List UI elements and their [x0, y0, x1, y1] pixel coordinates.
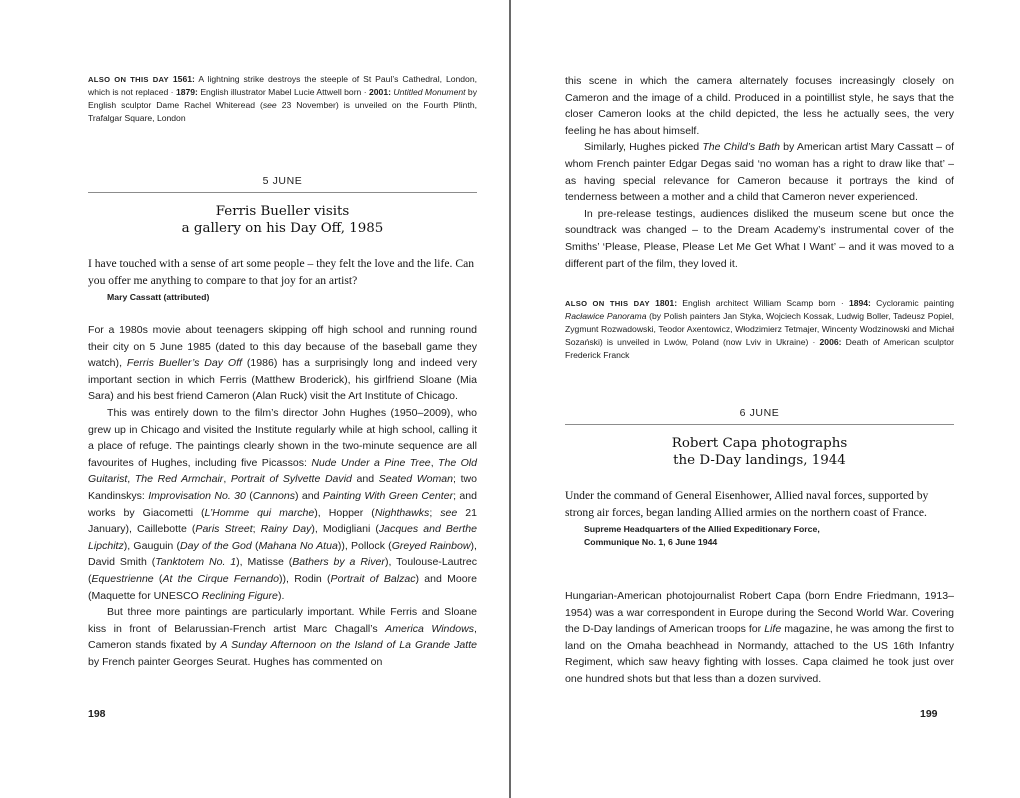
text: (: [245, 489, 253, 502]
artwork-title: Racławice Panorama: [565, 311, 647, 321]
text: ,: [127, 473, 135, 486]
artwork-title: Improvisation No. 30: [148, 489, 246, 502]
artwork-title: Cannons: [252, 489, 295, 502]
divider: [88, 192, 477, 193]
artwork-title: The Old Guitarist: [88, 456, 477, 486]
artwork-title: The Red Armchair: [134, 473, 224, 486]
text: ), Hopper (: [314, 506, 375, 519]
text: ;: [252, 523, 261, 536]
text: ).: [277, 589, 285, 602]
artwork-title: Nighthawks: [374, 506, 430, 519]
text: ) and Moore (Maquette for UNESCO: [88, 572, 477, 602]
title-line: the D-Day landings, 1944: [673, 452, 846, 468]
entry-title: [565, 436, 954, 469]
text: and: [351, 473, 379, 486]
artwork-title: Day of the God: [180, 539, 252, 552]
attribution-line: Supreme Headquarters of the Allied Expeditionary Force,: [584, 524, 820, 534]
text: English illustrator Mabel Lucie Attwell born ·: [197, 87, 369, 97]
paragraph: [88, 322, 477, 405]
epigraph-attribution: [565, 523, 954, 548]
text: ) and: [294, 489, 323, 502]
text: ), Toulouse-Lautrec (: [88, 556, 477, 585]
epigraph-left: [88, 256, 477, 304]
epigraph-quote: I have touched with a sense of art some people – they felt the love and the life. Can you offer me anything to compare to that joy for an artist?: [88, 257, 475, 287]
text: For a 1980s movie about teenagers skipping off high school and running round their city on 5 June 1985 (dated to this day because of the baseball game they watch),: [88, 324, 477, 370]
title-line: Ferris Bueller visits: [215, 204, 350, 219]
see-ref: see: [440, 506, 458, 519]
artwork-title: At the Cirque Fernando: [162, 572, 280, 585]
text: Hungarian-American photojournalist Robert Capa (born Endre Friedmann, 1913–1954) was a war correspondent in Europe during the Second World War. Covering the D-Day landings of American troops for: [565, 590, 954, 636]
text: , Cameron stands fixated by: [88, 622, 477, 652]
text: ), David Smith (: [88, 539, 477, 569]
text: But three more paintings are particularly important. While Ferris and Sloane kiss in front of Belarussian-French artist Marc Chagall’s: [88, 606, 477, 635]
body-text-right-bottom: [565, 588, 954, 688]
artwork-title: Untitled Monument: [393, 87, 466, 97]
also-label: ALSO ON THIS DAY: [565, 299, 650, 308]
text: )), Rodin (: [279, 572, 331, 585]
artwork-title: Paris Street: [195, 523, 253, 536]
artwork-title: Rainy Day: [260, 523, 312, 536]
text: ;: [429, 506, 441, 519]
epigraph-attribution: Mary Cassatt (attributed): [107, 292, 210, 302]
body-text-left: [88, 322, 477, 670]
film-title: Ferris Bueller’s Day Off: [126, 357, 242, 370]
text: 21 January), Caillebotte (: [88, 506, 477, 536]
epigraph-quote: Under the command of General Eisenhower, Allied naval forces, supported by strong air forces, began landing Allied armies on the northern coast of France.: [565, 489, 929, 519]
text: ; two Kandinskys:: [88, 473, 477, 502]
entry-date: 6 JUNE: [739, 407, 780, 419]
artwork-title: Bathers by a River: [292, 556, 385, 569]
year: 1801:: [655, 298, 678, 308]
artwork-title: Reclining Figure: [201, 589, 278, 602]
paragraph: this scene in which the camera alternately focuses increasingly closely on Cameron and the image of a child. Produced in a pointillist style, he says that the closer Cameron looks at the child depicted, the less he actually sees, the very feeling he has about himself.: [565, 75, 954, 137]
year: 2006:: [819, 337, 842, 347]
also-on-this-day-left: [88, 73, 477, 125]
paragraph: [88, 604, 477, 670]
paragraph: In pre-release testings, audiences disliked the museum scene but once the soundtrack was changed – to the Dream Academy’s instrumental cover of the Smiths’ ‘Please, Please, Please Let Me Get What I Want’ – and it was moved to a different part of the film, they loved it.: [565, 207, 954, 270]
year: 1561:: [172, 74, 195, 84]
text: ,: [223, 473, 231, 486]
artwork-title: America Windows: [385, 622, 475, 635]
text: ), Matisse (: [236, 556, 293, 569]
artwork-title: Painting With Green Center: [322, 489, 454, 502]
text: (by Polish painters Jan Styka, Wojciech Kossak, Ludwig Boller, Tadeusz Popiel, Zygmunt Rozwadowski, Teodor Axentowicz, Włodzimierz Tetmajer, Wincenty Wodzinowski and Michał Sozański) is unveiled in Lwów, Poland (now Lviv in Ukraine) ·: [565, 311, 954, 347]
entry-date: 5 JUNE: [262, 175, 303, 187]
title-line: a gallery on his Day Off, 1985: [181, 220, 384, 236]
artwork-title: Equestrienne: [91, 572, 154, 585]
epigraph-right: [565, 488, 954, 548]
text: (1986) has a surprisingly long and indeed very important section in which Ferris (Matthew Broderick), his girlfriend Sloane (Mia Sara) and his best friend Cameron (Alan Ruck) visit the Art Institute of Chicago.: [88, 357, 477, 403]
text: by French painter Georges Seurat. Hughes has commented on: [88, 655, 383, 668]
artwork-title: L’Homme qui marche: [204, 506, 315, 519]
artwork-title: The Child’s Bath: [702, 141, 781, 154]
text: Death of American sculptor Frederick Franck: [565, 337, 954, 360]
entry-heading-right: [565, 407, 954, 469]
artwork-title: Seated Woman: [378, 473, 454, 486]
text: English architect William Scamp born ·: [677, 298, 849, 308]
title-line: Robert Capa photographs: [671, 436, 848, 451]
divider: [565, 424, 954, 425]
attribution-line: Communique No. 1, 6 June 1944: [584, 536, 718, 547]
artwork-title: Greyed Rainbow: [391, 539, 471, 552]
year: 2001:: [369, 87, 391, 97]
text: ; and works by Giacometti (: [88, 489, 477, 519]
text: (: [251, 539, 259, 552]
text: (: [153, 572, 163, 585]
text: ), Modigliani (: [311, 523, 379, 536]
text: Similarly, Hughes picked: [584, 141, 703, 154]
text: ), Gauguin (: [123, 539, 181, 552]
entry-heading-left: [88, 175, 477, 237]
also-on-this-day-right: [565, 297, 954, 362]
paragraph: [88, 405, 477, 604]
artwork-title: Portrait of Sylvette David: [230, 473, 352, 486]
see-ref: see: [262, 100, 277, 110]
artwork-title: A Sunday Afternoon on the Island of La Grande Jatte: [220, 639, 477, 652]
left-page: [0, 0, 509, 798]
artwork-title: Nude Under a Pine Tree: [311, 456, 431, 469]
text: A lightning strike destroys the steeple of St Paul’s Cathedral, London, which is not replaced ·: [88, 74, 478, 97]
artwork-title: Tanktotem No. 1: [155, 556, 237, 569]
artwork-title: Mahana No Atua: [258, 539, 338, 552]
right-page: [511, 0, 1020, 798]
page-number: 198: [88, 708, 106, 720]
page-number: 199: [920, 708, 938, 720]
entry-title: [88, 204, 477, 237]
artwork-title: Portrait of Balzac: [330, 572, 416, 585]
magazine-title: Life: [764, 623, 782, 636]
text: This was entirely down to the film’s director John Hughes (1950–2009), who grew up in Chicago and visited the Institute regularly while at high school, calling it a place of refuge. The paintings clearly shown in the two-minute sequence are all favourites of Hughes, including five Picassos:: [88, 406, 477, 469]
text: by English sculptor Dame Rachel Whiteread (: [88, 87, 478, 110]
text: by American artist Mary Cassatt – of whom French painter Edgar Degas said ‘no woman has a right to draw like that’ – as having special relevance for Cameron because it portrays the kind of tenderness between a mother and a child that Cameron never experienced.: [565, 141, 954, 204]
artwork-title: Jacques and Berthe Lipchitz: [88, 523, 477, 552]
year: 1879:: [175, 87, 198, 97]
text: magazine, he was among the first to land on the Omaha beachhead in Normandy, attached to the US 16th Infantry Regiment, which saw heavy fighting with losses. Capa claimed he took just over one hundred shots but that less than a dozen survived.: [565, 623, 955, 685]
paragraph: [565, 139, 954, 205]
also-label: ALSO ON THIS DAY: [88, 75, 169, 84]
body-text-right-top: [565, 73, 954, 272]
text: )), Pollock (: [337, 539, 392, 552]
year: 1894:: [848, 298, 871, 308]
text: 23 November) is unveiled on the Fourth Plinth, Trafalgar Square, London: [88, 100, 478, 123]
text: ,: [430, 456, 439, 469]
text: Cycloramic painting: [870, 298, 955, 308]
paragraph: [565, 588, 954, 688]
